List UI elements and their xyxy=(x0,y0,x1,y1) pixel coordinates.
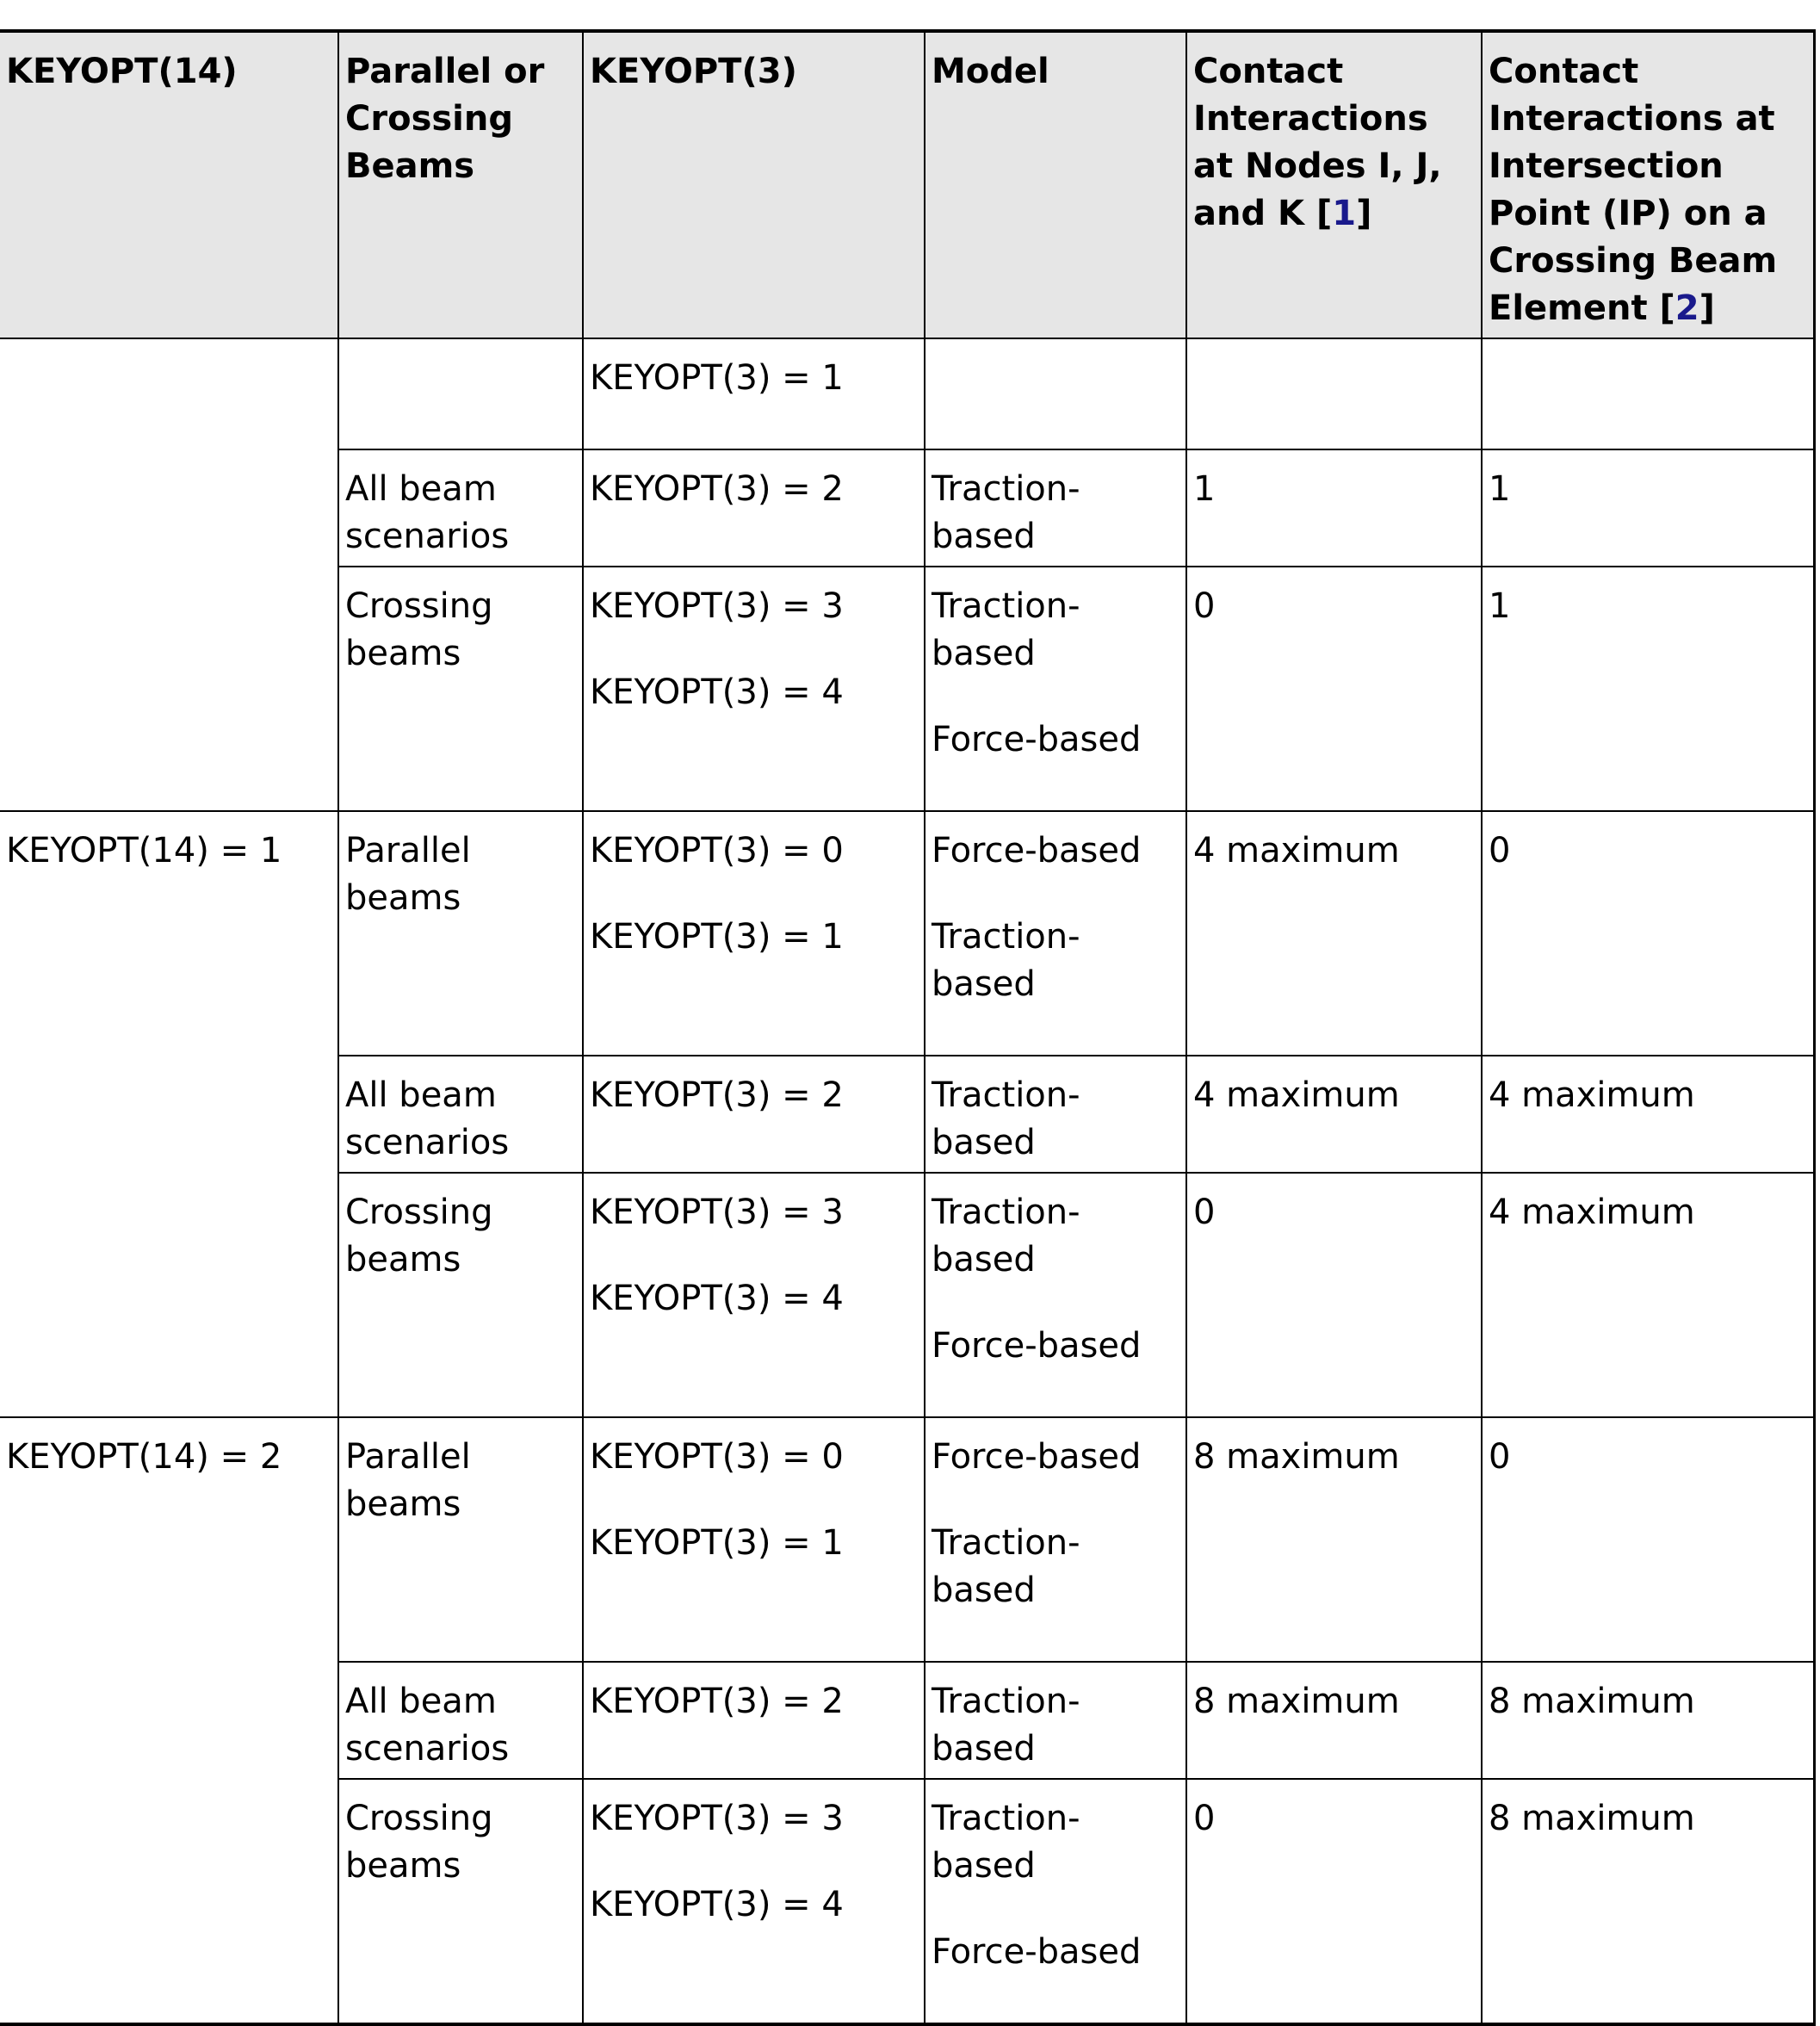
ip-value: 1 xyxy=(1489,469,1511,509)
beams-cell xyxy=(338,1662,583,1779)
keyopt3-value: KEYOPT(3) = 3 xyxy=(590,1799,844,1838)
keyopt3-cell xyxy=(583,811,925,1056)
beams-cell xyxy=(338,449,583,567)
model-value: Force-based xyxy=(932,1932,1142,1972)
ip-cell xyxy=(1482,1417,1814,1662)
nodes-cell xyxy=(1186,1779,1482,2024)
beams-value: All beam scenarios xyxy=(345,1075,510,1162)
keyopt14-cell xyxy=(0,811,338,1417)
model-cell xyxy=(925,449,1186,567)
beams-cell xyxy=(338,1417,583,1662)
nodes-cell xyxy=(1186,1173,1482,1417)
model-cell xyxy=(925,811,1186,1056)
keyopt14-value: KEYOPT(14) = 1 xyxy=(6,831,282,870)
nodes-value: 0 xyxy=(1193,586,1216,626)
beams-value: Parallel beams xyxy=(345,831,471,918)
keyopt3-value: KEYOPT(3) = 4 xyxy=(590,1885,844,1924)
beams-cell xyxy=(338,1173,583,1417)
nodes-value: 8 maximum xyxy=(1193,1437,1400,1477)
keyopt3-value: KEYOPT(3) = 3 xyxy=(590,586,844,626)
ip-cell xyxy=(1482,1662,1814,1779)
model-value: Traction-based xyxy=(932,1193,1080,1279)
nodes-value: 4 maximum xyxy=(1193,1075,1400,1115)
keyopt3-cell xyxy=(583,1779,925,2024)
keyopt3-cell xyxy=(583,1173,925,1417)
keyopt3-cell xyxy=(583,1417,925,1662)
nodes-cell xyxy=(1186,811,1482,1056)
ip-cell xyxy=(1482,1779,1814,2024)
header-parallel-or-crossing-label: Parallel or Crossing Beams xyxy=(345,52,545,186)
ip-cell xyxy=(1482,1173,1814,1417)
keyopt14-value: KEYOPT(14) = 2 xyxy=(6,1437,282,1477)
beams-cell xyxy=(338,1779,583,2024)
footnote-1-link[interactable]: 1 xyxy=(1332,194,1357,233)
table-row xyxy=(0,1417,1814,1662)
model-cell xyxy=(925,1417,1186,1662)
header-parallel-or-crossing xyxy=(338,31,583,338)
keyopt3-cell xyxy=(583,1662,925,1779)
header-row xyxy=(0,31,1814,338)
nodes-cell xyxy=(1186,449,1482,567)
nodes-cell xyxy=(1186,1056,1482,1173)
keyopt3-cell xyxy=(583,567,925,811)
header-model-label: Model xyxy=(932,52,1049,91)
header-keyopt14 xyxy=(0,31,338,338)
beams-value: All beam scenarios xyxy=(345,1682,510,1769)
header-model xyxy=(925,31,1186,338)
keyopt3-value: KEYOPT(3) = 2 xyxy=(590,469,844,509)
header-contact-ip-label: Contact Interactions at Intersection Point (IP) on a Crossing Beam Element xyxy=(1489,52,1778,328)
ip-cell xyxy=(1482,567,1814,811)
ip-cell xyxy=(1482,338,1814,449)
model-cell xyxy=(925,338,1186,449)
model-value: Traction-based xyxy=(932,1682,1080,1769)
model-value: Traction-based xyxy=(932,1523,1080,1610)
nodes-value: 0 xyxy=(1193,1193,1216,1232)
beams-cell xyxy=(338,1056,583,1173)
model-cell xyxy=(925,1173,1186,1417)
header-keyopt3 xyxy=(583,31,925,338)
ip-value: 0 xyxy=(1489,831,1511,870)
header-contact-nodes-label: Contact Interactions at Nodes I, J, and K xyxy=(1193,52,1442,233)
footnote-2-link[interactable]: 2 xyxy=(1675,288,1699,328)
beams-cell xyxy=(338,338,583,449)
header-contact-nodes: Contact Interactions at Nodes I, J, and K [1] xyxy=(1186,31,1482,338)
ip-value: 4 maximum xyxy=(1489,1193,1695,1232)
nodes-value: 4 maximum xyxy=(1193,831,1400,870)
model-cell xyxy=(925,1662,1186,1779)
model-value: Force-based xyxy=(932,720,1142,759)
nodes-value: 1 xyxy=(1193,469,1216,509)
model-value: Traction-based xyxy=(932,586,1080,673)
keyopt-contact-table xyxy=(0,29,1816,2026)
keyopt3-value: KEYOPT(3) = 1 xyxy=(590,358,844,398)
ip-cell xyxy=(1482,811,1814,1056)
ip-value: 1 xyxy=(1489,586,1511,626)
table-row xyxy=(0,338,1814,449)
keyopt3-value: KEYOPT(3) = 2 xyxy=(590,1682,844,1721)
model-value: Force-based xyxy=(932,1326,1142,1366)
model-value: Traction-based xyxy=(932,1075,1080,1162)
nodes-cell xyxy=(1186,338,1482,449)
keyopt3-value: KEYOPT(3) = 3 xyxy=(590,1193,844,1232)
beams-cell xyxy=(338,811,583,1056)
ip-cell xyxy=(1482,449,1814,567)
nodes-cell xyxy=(1186,1662,1482,1779)
model-value: Force-based xyxy=(932,1437,1142,1477)
model-value: Traction-based xyxy=(932,1799,1080,1886)
keyopt3-cell xyxy=(583,338,925,449)
model-cell xyxy=(925,1779,1186,2024)
beams-value: Crossing beams xyxy=(345,1193,493,1279)
keyopt14-cell xyxy=(0,1417,338,2024)
beams-value: All beam scenarios xyxy=(345,469,510,556)
ip-value: 8 maximum xyxy=(1489,1682,1695,1721)
keyopt3-cell xyxy=(583,1056,925,1173)
keyopt3-value: KEYOPT(3) = 1 xyxy=(590,917,844,957)
ip-value: 8 maximum xyxy=(1489,1799,1695,1838)
keyopt3-value: KEYOPT(3) = 4 xyxy=(590,1279,844,1318)
keyopt3-value: KEYOPT(3) = 2 xyxy=(590,1075,844,1115)
table-row xyxy=(0,811,1814,1056)
keyopt3-cell xyxy=(583,449,925,567)
header-contact-ip: Contact Interactions at Intersection Point (IP) on a Crossing Beam Element [2] xyxy=(1482,31,1814,338)
beams-value: Crossing beams xyxy=(345,586,493,673)
model-cell xyxy=(925,567,1186,811)
model-cell xyxy=(925,1056,1186,1173)
beams-value: Parallel beams xyxy=(345,1437,471,1524)
nodes-value: 0 xyxy=(1193,1799,1216,1838)
keyopt3-value: KEYOPT(3) = 0 xyxy=(590,1437,844,1477)
beams-cell xyxy=(338,567,583,811)
nodes-cell xyxy=(1186,567,1482,811)
nodes-cell xyxy=(1186,1417,1482,1662)
ip-cell xyxy=(1482,1056,1814,1173)
keyopt3-value: KEYOPT(3) = 1 xyxy=(590,1523,844,1563)
keyopt3-value: KEYOPT(3) = 4 xyxy=(590,672,844,712)
model-value: Traction-based xyxy=(932,469,1080,556)
beams-value: Crossing beams xyxy=(345,1799,493,1886)
nodes-value: 8 maximum xyxy=(1193,1682,1400,1721)
header-keyopt3-label: KEYOPT(3) xyxy=(590,52,797,91)
keyopt3-value: KEYOPT(3) = 0 xyxy=(590,831,844,870)
ip-value: 0 xyxy=(1489,1437,1511,1477)
model-value: Force-based xyxy=(932,831,1142,870)
model-value: Traction-based xyxy=(932,917,1080,1004)
keyopt14-cell xyxy=(0,338,338,811)
ip-value: 4 maximum xyxy=(1489,1075,1695,1115)
header-keyopt14-label: KEYOPT(14) xyxy=(6,52,238,91)
